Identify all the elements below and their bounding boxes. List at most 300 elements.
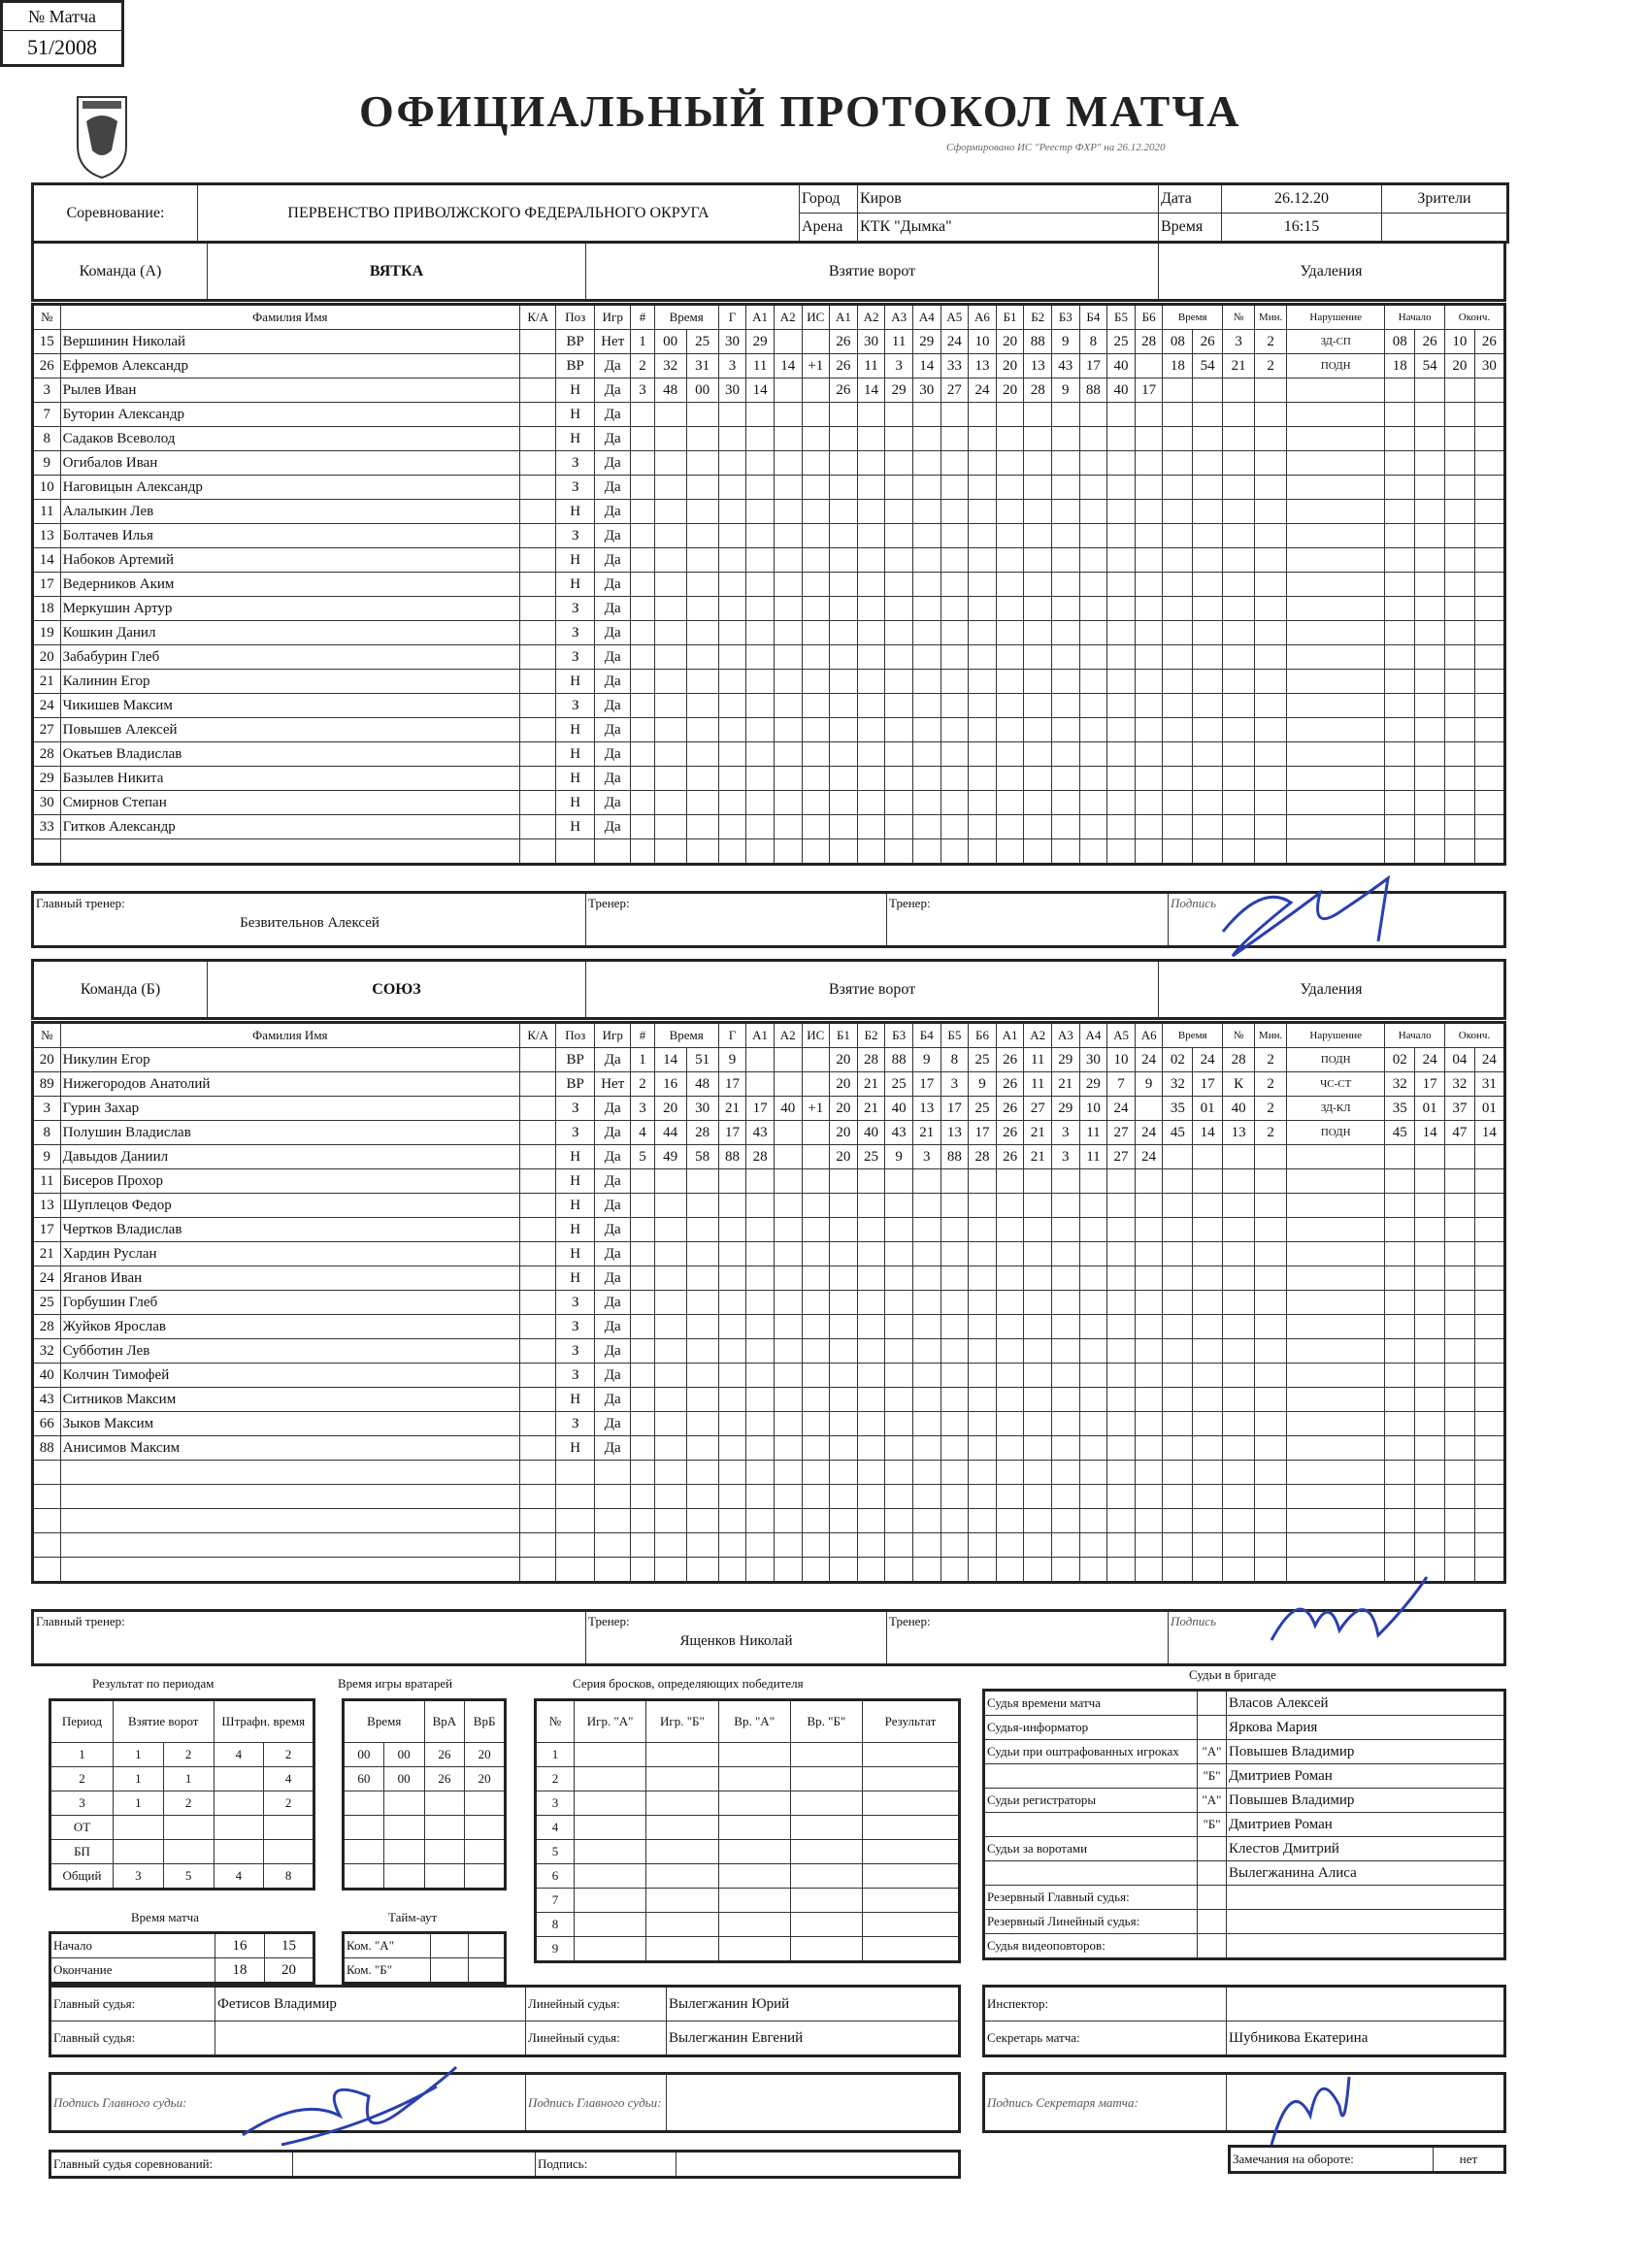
goal-cell	[830, 645, 858, 670]
goal-cell	[746, 645, 775, 670]
penalty-cell	[1193, 1558, 1223, 1583]
penalty-cell	[1193, 403, 1223, 427]
goal-cell: 3	[885, 354, 913, 378]
goal-cell	[654, 597, 686, 621]
player-number: 24	[33, 694, 61, 718]
goal-cell: 14	[912, 354, 940, 378]
player-name: Шуплецов Федор	[60, 1194, 519, 1218]
table-row	[984, 1691, 1505, 1716]
penalty-cell	[1287, 597, 1385, 621]
player-number: 8	[33, 1121, 61, 1145]
goal-cell	[830, 1461, 858, 1485]
shootout-cell	[575, 1913, 646, 1937]
penalty-cell	[1223, 839, 1255, 865]
shootout-cell	[863, 1791, 960, 1816]
player-played: Да	[595, 718, 631, 742]
goal-cell: 3	[940, 1072, 969, 1097]
goal-cell: 88	[1024, 330, 1052, 354]
goalie-time-cell: 26	[424, 1767, 465, 1791]
goal-col-header: А1	[746, 1023, 775, 1048]
goal-cell	[857, 1218, 885, 1242]
goal-cell: 43	[885, 1121, 913, 1145]
player-number: 88	[33, 1436, 61, 1461]
penalty-cell	[1223, 742, 1255, 767]
goal-cell	[1079, 1388, 1107, 1412]
penalty-cell	[1385, 742, 1415, 767]
goal-cell	[885, 476, 913, 500]
goal-cell	[940, 742, 969, 767]
penalty-cell	[1415, 1509, 1445, 1533]
goal-cell	[654, 1218, 686, 1242]
goal-cell	[1024, 1194, 1052, 1218]
goal-cell	[885, 767, 913, 791]
goal-cell: 20	[830, 1145, 858, 1169]
table-row	[33, 354, 1505, 378]
pen-col-header: №	[1223, 305, 1255, 330]
shootout-cell	[575, 1767, 646, 1791]
goal-cell	[857, 451, 885, 476]
timeout-b-label: Ком. "Б"	[344, 1958, 431, 1984]
goal-cell	[969, 1339, 997, 1364]
goal-cell	[969, 1194, 997, 1218]
penalty-cell	[1223, 378, 1255, 403]
goal-cell	[1024, 1364, 1052, 1388]
penalty-cell	[1163, 1145, 1193, 1169]
goal-cell	[1052, 694, 1080, 718]
goal-cell	[774, 1364, 802, 1388]
penalty-cell: 17	[1415, 1072, 1445, 1097]
crew-name	[1227, 1886, 1505, 1910]
penalty-cell	[1193, 1218, 1223, 1242]
goal-cell: 17	[1135, 378, 1163, 403]
goal-cell	[996, 718, 1024, 742]
secretary-sign-table	[982, 2072, 1506, 2133]
goal-cell	[1079, 1339, 1107, 1364]
goal-cell	[857, 791, 885, 815]
penalty-cell	[1415, 1533, 1445, 1558]
penalty-cell	[1163, 767, 1193, 791]
period-cell	[214, 1816, 264, 1840]
goal-cell	[654, 1461, 686, 1485]
goal-cell	[1024, 548, 1052, 573]
goal-cell	[912, 670, 940, 694]
penalty-cell	[1163, 500, 1193, 524]
player-number	[33, 1533, 61, 1558]
player-number: 28	[33, 1315, 61, 1339]
goal-cell	[912, 1509, 940, 1533]
penalty-cell: 14	[1415, 1121, 1445, 1145]
goal-cell	[1107, 718, 1136, 742]
player-number: 21	[33, 670, 61, 694]
shootout-cell	[863, 1840, 960, 1864]
player-name: Хардин Руслан	[60, 1242, 519, 1266]
penalty-cell	[1193, 1339, 1223, 1364]
penalty-cell	[1193, 573, 1223, 597]
penalty-cell	[1287, 1461, 1385, 1485]
penalty-cell: 21	[1223, 354, 1255, 378]
goal-cell: 28	[686, 1121, 718, 1145]
player-position: З	[556, 451, 595, 476]
penalty-cell	[1445, 839, 1475, 865]
goal-cell	[746, 1364, 775, 1388]
penalty-cell	[1163, 645, 1193, 670]
goal-cell	[1052, 1218, 1080, 1242]
player-position: Н	[556, 1218, 595, 1242]
goal-cell	[746, 427, 775, 451]
penalty-cell	[1193, 1315, 1223, 1339]
player-played	[595, 1461, 631, 1485]
match-start-min: 15	[265, 1933, 314, 1958]
goal-cell	[1052, 1242, 1080, 1266]
match-time-title: Время матча	[131, 1910, 199, 1924]
table-row	[33, 1097, 1505, 1121]
goal-cell: 14	[857, 378, 885, 403]
goal-cell	[1107, 524, 1136, 548]
goal-cell	[940, 1339, 969, 1364]
goal-cell	[718, 403, 746, 427]
sign-label: Подпись	[1171, 896, 1216, 910]
goal-cell	[718, 1169, 746, 1194]
player-position: З	[556, 1097, 595, 1121]
goal-cell	[912, 524, 940, 548]
goal-cell	[857, 1388, 885, 1412]
period-cell	[114, 1840, 164, 1864]
player-number: 8	[33, 427, 61, 451]
goal-cell	[857, 1558, 885, 1583]
player-played: Да	[595, 427, 631, 451]
player-ka-spacer	[519, 1145, 555, 1169]
penalty-cell	[1223, 1533, 1255, 1558]
goal-cell	[912, 573, 940, 597]
goal-cell: 21	[857, 1072, 885, 1097]
head-coach-cell	[33, 893, 586, 947]
crew-name: Повышев Владимир	[1227, 1789, 1505, 1813]
goal-cell	[912, 597, 940, 621]
goal-cell: 51	[686, 1048, 718, 1072]
period-cell: 2	[50, 1767, 114, 1791]
goal-cell	[774, 767, 802, 791]
player-number: 26	[33, 354, 61, 378]
goal-cell	[774, 1169, 802, 1194]
player-played: Нет	[595, 330, 631, 354]
shootout-cell	[790, 1791, 862, 1816]
goal-cell	[996, 1169, 1024, 1194]
goal-cell	[912, 1339, 940, 1364]
penalty-cell	[1255, 1218, 1287, 1242]
goal-col-header: Б5	[1107, 305, 1136, 330]
goal-cell	[654, 1315, 686, 1339]
goal-cell	[654, 1364, 686, 1388]
goal-cell	[746, 767, 775, 791]
goal-cell	[830, 1291, 858, 1315]
penalty-cell	[1287, 791, 1385, 815]
goal-cell	[830, 1218, 858, 1242]
penalty-cell: ЧС-СТ	[1287, 1072, 1385, 1097]
goal-cell: 20	[996, 378, 1024, 403]
goal-cell	[1135, 767, 1163, 791]
goal-cell	[686, 597, 718, 621]
table-row	[33, 742, 1505, 767]
penalty-cell: 20	[1445, 354, 1475, 378]
coach-1-cell	[586, 893, 887, 947]
goal-cell	[912, 451, 940, 476]
goal-cell: 21	[718, 1097, 746, 1121]
goal-cell	[1135, 1291, 1163, 1315]
player-name: Бисеров Прохор	[60, 1169, 519, 1194]
goal-cell	[1079, 1461, 1107, 1485]
goal-cell	[631, 427, 654, 451]
goal-cell	[631, 1266, 654, 1291]
penalty-cell	[1415, 670, 1445, 694]
goal-cell	[940, 524, 969, 548]
goal-cell: 31	[686, 354, 718, 378]
player-name: Базылев Никита	[60, 767, 519, 791]
crew-role: Резервный Главный судья:	[984, 1886, 1198, 1910]
player-number: 10	[33, 476, 61, 500]
goal-cell	[996, 1558, 1024, 1583]
goal-cell	[1024, 742, 1052, 767]
penalty-cell	[1474, 1291, 1504, 1315]
goalie-time-cell	[465, 1816, 506, 1840]
goal-cell: 43	[746, 1121, 775, 1145]
goal-cell	[746, 573, 775, 597]
goal-cell: 11	[857, 354, 885, 378]
goal-cell	[996, 1242, 1024, 1266]
goal-cell	[802, 548, 830, 573]
goal-cell	[885, 1388, 913, 1412]
penalty-cell: 10	[1445, 330, 1475, 354]
period-cell	[214, 1767, 264, 1791]
pen-col-header: Время	[1163, 305, 1223, 330]
shootout-number: 4	[536, 1816, 575, 1840]
goal-cell	[969, 1509, 997, 1533]
goal-cell	[1135, 1388, 1163, 1412]
goal-cell	[774, 573, 802, 597]
player-position	[556, 1485, 595, 1509]
player-number: 21	[33, 1242, 61, 1266]
player-played: Да	[595, 1388, 631, 1412]
goal-cell	[802, 1145, 830, 1169]
goal-cell	[996, 645, 1024, 670]
goal-cell	[802, 330, 830, 354]
player-played: Да	[595, 1315, 631, 1339]
goal-cell: 20	[830, 1072, 858, 1097]
goal-cell	[996, 1315, 1024, 1339]
goal-cell	[885, 815, 913, 839]
penalty-cell	[1474, 1242, 1504, 1266]
goal-col-header: А6	[1135, 1023, 1163, 1048]
crew-name: Клестов Дмитрий	[1227, 1837, 1505, 1861]
penalty-cell	[1163, 403, 1193, 427]
goal-cell: 9	[1052, 330, 1080, 354]
player-number: 24	[33, 1266, 61, 1291]
goal-cell	[802, 791, 830, 815]
penalty-cell	[1385, 476, 1415, 500]
goal-cell	[631, 573, 654, 597]
goal-cell	[940, 1218, 969, 1242]
goal-cell	[686, 791, 718, 815]
penalty-cell	[1474, 597, 1504, 621]
goal-cell: 21	[857, 1097, 885, 1121]
goal-cell	[885, 621, 913, 645]
goal-cell	[1052, 500, 1080, 524]
goalie-time-cell: 20	[465, 1743, 506, 1767]
goal-cell: 20	[830, 1121, 858, 1145]
player-position: Н	[556, 427, 595, 451]
goalie-time-cell: 00	[383, 1767, 424, 1791]
penalty-cell	[1385, 427, 1415, 451]
penalty-cell	[1163, 1315, 1193, 1339]
goal-cell	[746, 1509, 775, 1533]
goal-cell	[969, 767, 997, 791]
shootout-cell	[718, 1743, 790, 1767]
shootout-cell	[863, 1937, 960, 1962]
goal-cell	[1107, 767, 1136, 791]
goal-cell	[686, 815, 718, 839]
penalty-cell	[1474, 742, 1504, 767]
period-cell	[214, 1791, 264, 1816]
penalty-cell	[1415, 1364, 1445, 1388]
shootout-cell	[575, 1937, 646, 1962]
goal-cell	[654, 718, 686, 742]
penalty-cell: 32	[1163, 1072, 1193, 1097]
goal-cell	[912, 1436, 940, 1461]
goal-cell	[857, 597, 885, 621]
table-row	[344, 1791, 506, 1816]
shootout-cell	[575, 1816, 646, 1840]
goal-cell	[996, 1533, 1024, 1558]
goal-cell	[969, 742, 997, 767]
goal-cell	[654, 694, 686, 718]
goal-cell: 29	[1052, 1097, 1080, 1121]
goal-cell	[940, 1485, 969, 1509]
penalty-cell	[1163, 476, 1193, 500]
period-cell: 1	[114, 1743, 164, 1767]
goal-cell	[746, 621, 775, 645]
goal-cell: 1	[631, 1048, 654, 1072]
table-row	[33, 839, 1505, 865]
penalty-cell	[1287, 1145, 1385, 1169]
goal-cell	[1052, 670, 1080, 694]
player-ka-spacer	[519, 1461, 555, 1485]
player-number	[33, 839, 61, 865]
table-row	[33, 1533, 1505, 1558]
sign-main-ref-label-2: Подпись Главного судьи:	[526, 2074, 667, 2132]
penalty-cell	[1287, 403, 1385, 427]
period-cell: 3	[114, 1864, 164, 1890]
shootout-cell	[575, 1791, 646, 1816]
penalty-cell	[1385, 621, 1415, 645]
player-name: Наговицын Александр	[60, 476, 519, 500]
goal-cell	[857, 427, 885, 451]
goal-cell	[802, 1169, 830, 1194]
penalty-cell	[1415, 1169, 1445, 1194]
penalty-cell	[1445, 1194, 1475, 1218]
player-number	[33, 1461, 61, 1485]
player-played: Да	[595, 791, 631, 815]
player-ka-spacer	[519, 1485, 555, 1509]
goal-cell	[802, 597, 830, 621]
table-row	[344, 1840, 506, 1864]
goal-cell	[1052, 1485, 1080, 1509]
penalty-cell	[1193, 670, 1223, 694]
table-row	[33, 791, 1505, 815]
penalty-cell	[1163, 742, 1193, 767]
shootout-number: 6	[536, 1864, 575, 1889]
player-name: Яганов Иван	[60, 1266, 519, 1291]
goal-cell	[969, 621, 997, 645]
goal-cell	[996, 1266, 1024, 1291]
penalty-cell	[1385, 1461, 1415, 1485]
pen-col-header: Мин.	[1255, 305, 1287, 330]
goal-cell	[1107, 1509, 1136, 1533]
player-name: Давыдов Даниил	[60, 1145, 519, 1169]
goal-cell	[802, 1242, 830, 1266]
goal-cell	[1024, 500, 1052, 524]
penalty-cell	[1415, 767, 1445, 791]
goal-cell	[996, 1436, 1024, 1461]
goal-cell	[1079, 451, 1107, 476]
goal-cell	[912, 1388, 940, 1412]
crew-role: Судья времени матча	[984, 1691, 1198, 1716]
goal-cell: 88	[718, 1145, 746, 1169]
player-number: 9	[33, 1145, 61, 1169]
penalty-cell	[1415, 500, 1445, 524]
sign-main-ref-label: Подпись Главного судьи:	[50, 2074, 526, 2132]
player-position: Н	[556, 500, 595, 524]
period-cell: 4	[264, 1767, 314, 1791]
goal-cell	[996, 573, 1024, 597]
goal-cell	[746, 1266, 775, 1291]
goal-cell	[940, 427, 969, 451]
goal-cell	[774, 815, 802, 839]
penalty-cell	[1193, 815, 1223, 839]
goal-cell	[996, 621, 1024, 645]
player-number: 27	[33, 718, 61, 742]
penalty-cell	[1163, 524, 1193, 548]
period-cell: ОТ	[50, 1816, 114, 1840]
table-row	[33, 670, 1505, 694]
penalty-cell	[1415, 1291, 1445, 1315]
penalty-cell	[1223, 1558, 1255, 1583]
goal-cell	[802, 403, 830, 427]
penalty-cell	[1385, 718, 1415, 742]
goal-cell	[774, 597, 802, 621]
penalty-cell	[1255, 476, 1287, 500]
goal-cell: 3	[631, 378, 654, 403]
goal-cell: 28	[746, 1145, 775, 1169]
penalty-cell	[1255, 694, 1287, 718]
goal-cell	[940, 1364, 969, 1388]
player-played: Да	[595, 1364, 631, 1388]
goal-cell	[654, 767, 686, 791]
goal-cell	[1135, 1364, 1163, 1388]
goal-cell	[746, 1339, 775, 1364]
goal-cell	[996, 1461, 1024, 1485]
shootout-cell	[718, 1889, 790, 1913]
match-end-min: 20	[265, 1958, 314, 1984]
goal-cell	[857, 403, 885, 427]
penalty-cell	[1193, 524, 1223, 548]
penalty-cell: 18	[1163, 354, 1193, 378]
penalty-cell: 35	[1385, 1097, 1415, 1121]
player-number: 40	[33, 1364, 61, 1388]
goal-cell	[686, 1461, 718, 1485]
penalty-cell	[1193, 694, 1223, 718]
goal-cell	[969, 694, 997, 718]
table-row	[984, 1886, 1505, 1910]
penalty-cell	[1474, 1533, 1504, 1558]
